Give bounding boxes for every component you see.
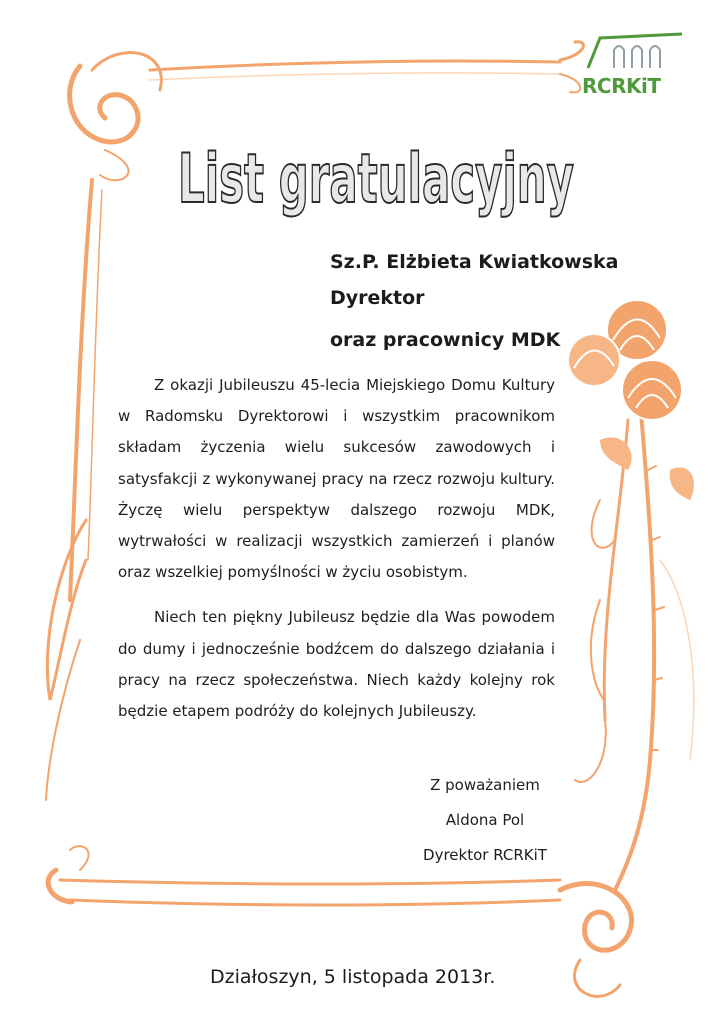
signature-closing: Z poważaniem <box>430 776 540 794</box>
signature-name: Aldona Pol <box>445 811 525 829</box>
addressee-name: Sz.P. Elżbieta Kwiatkowska <box>330 251 619 273</box>
letter-body <box>118 370 555 727</box>
logo-text: RCRKiT <box>582 74 661 98</box>
signature-role: Dyrektor RCRKiT <box>423 846 547 864</box>
place-and-date: Działoszyn, 5 listopada 2013r. <box>210 966 496 988</box>
body-paragraph-2: Niech ten piękny Jubileusz będzie dla Was powodem do dumy i jednocześnie bodźcem do dalszego działania i pracy na rzecz społeczeństwa. Niech każdy kolejny rok będzie etapem podróży do kolejnych Jubileuszy. <box>118 608 555 721</box>
signature-block <box>410 768 560 873</box>
addressee-block <box>330 244 619 358</box>
rcrkit-logo <box>582 28 692 108</box>
letter-title <box>178 136 578 226</box>
building-icon <box>582 28 692 76</box>
title-text: List gratulacyjny <box>178 140 574 219</box>
addressee-staff: oraz pracownicy MDK <box>330 329 561 351</box>
addressee-role: Dyrektor <box>330 287 425 309</box>
body-paragraph-1: Z okazji Jubileuszu 45-lecia Miejskiego Domu Kultury w Radomsku Dyrektorowi i wszystkim pracownikom składam życzenia wielu sukcesów zawodowych i satysfakcji z wykonywanej pracy na rzecz rozwoju kultury. Życzę wielu perspektyw dalszego rozwoju MDK, wytrwałości w realizacji wszystkich zamierzeń i planów oraz wszelkiej pomyślności w życiu osobistym. <box>118 376 555 582</box>
